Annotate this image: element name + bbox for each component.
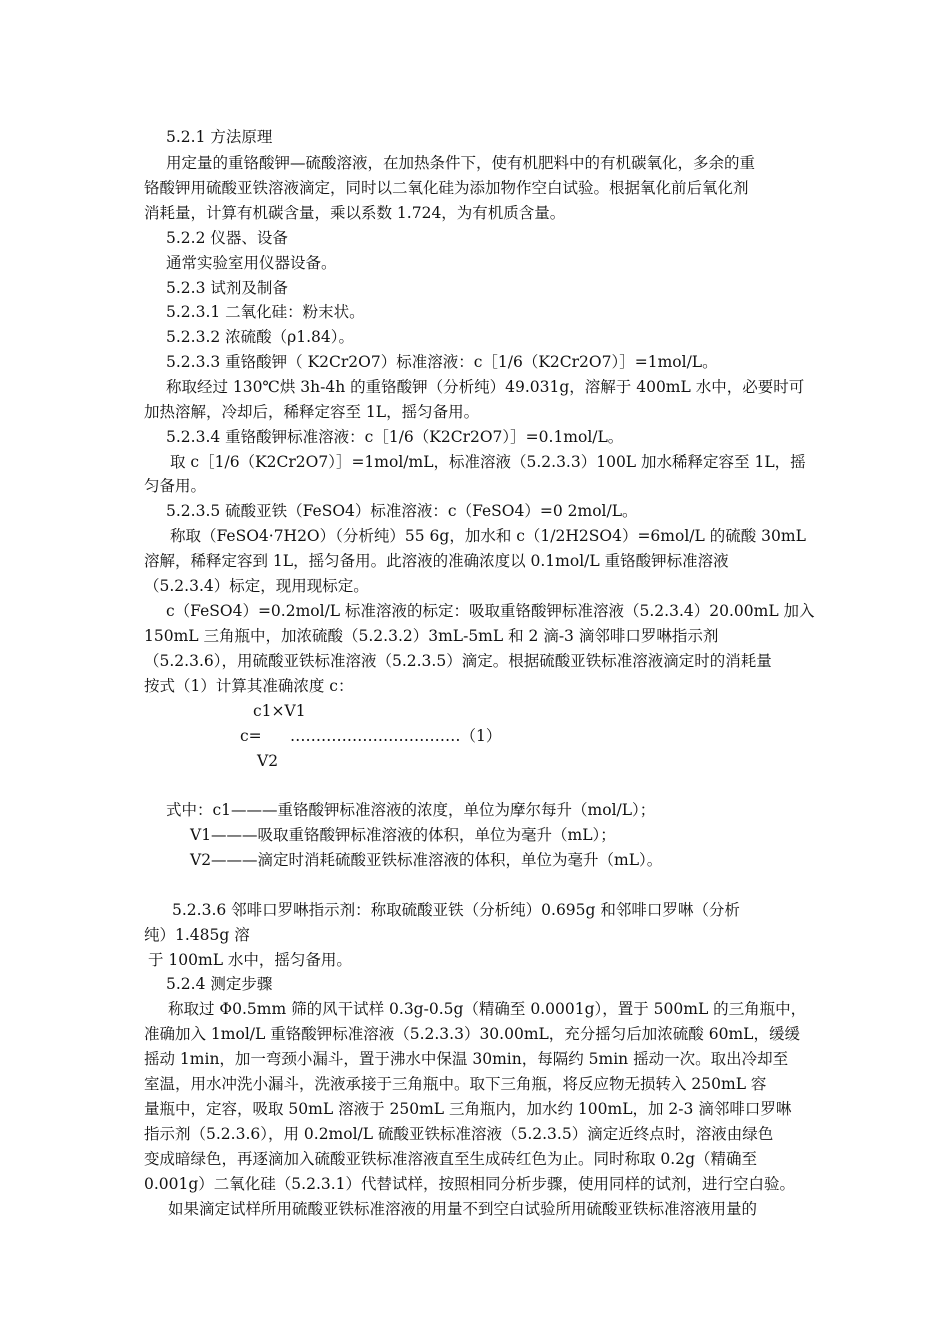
paragraph-line: 纯）1.485g 溶	[144, 926, 250, 944]
paragraph-line: 指示剂（5.2.3.6），用 0.2mol/L 硫酸亚铁标准溶液（5.2.3.5）滴定近终点时，溶液由绿色	[144, 1125, 774, 1143]
where-v2: V2———滴定时消耗硫酸亚铁标准溶液的体积，单位为毫升（mL）。	[190, 851, 663, 869]
paragraph-line: 按式（1）计算其准确浓度 c：	[144, 677, 354, 695]
formula-numerator: c1×V1	[253, 702, 306, 720]
paragraph-line: 准确加入 1mol/L 重铬酸钾标准溶液（5.2.3.3）30.00mL，充分摇匀后加浓硫酸 60mL，缓缓	[144, 1025, 800, 1043]
paragraph-line: 称取过 Φ0.5mm 筛的风干试样 0.3g-0.5g（精确至 0.0001g），置于 500mL 的三角瓶中，	[168, 1000, 807, 1018]
paragraph-line: 变成暗绿色，再逐滴加入硫酸亚铁标准溶液直至生成砖红色为止。同时称取 0.2g（精确至	[144, 1150, 758, 1168]
paragraph-line: 溶解，稀释定容到 1L，摇匀备用。此溶液的准确浓度以 0.1mol/L 重铬酸钾标准溶液	[144, 552, 729, 570]
paragraph-line: 铬酸钾用硫酸亚铁溶液滴定，同时以二氧化硅为添加物作空白试验。根据氧化前后氧化剂	[144, 179, 749, 197]
paragraph-line: 匀备用。	[144, 477, 207, 495]
paragraph-line: c（FeSO4）=0.2mol/L 标准溶液的标定：吸取重铬酸钾标准溶液（5.2.3.4）20.00mL 加入	[166, 602, 815, 620]
paragraph-line: （5.2.3.4）标定，现用现标定。	[144, 577, 369, 595]
paragraph-line: 加热溶解，冷却后，稀释定容至 1L，摇匀备用。	[144, 403, 480, 421]
paragraph-line: 通常实验室用仪器设备。	[166, 254, 337, 272]
subsection-5-2-3-3: 5.2.3.3 重铬酸钾（ K2Cr2O7）标准溶液：c［1/6（K2Cr2O7）］=1mol/L。	[166, 353, 718, 371]
subsection-5-2-3-4: 5.2.3.4 重铬酸钾标准溶液：c［1/6（K2Cr2O7）］=0.1mol/L。	[166, 428, 624, 446]
formula-equation-number: ……………………………（1）	[290, 727, 502, 745]
paragraph-line: 称取（FeSO4·7H2O）（分析纯）55 6g，加水和 c（1/2H2SO4）=6mol/L 的硫酸 30mL	[170, 527, 806, 545]
paragraph-line: 用定量的重铬酸钾—硫酸溶液，在加热条件下，使有机肥料中的有机碳氧化，多余的重	[166, 154, 756, 172]
subsection-5-2-3-6: 5.2.3.6 邻啡口罗啉指示剂：称取硫酸亚铁（分析纯）0.695g 和邻啡口罗啉（分析	[172, 901, 740, 919]
formula-denominator: V2	[257, 752, 279, 770]
subsection-5-2-3-2: 5.2.3.2 浓硫酸（ρ1.84）。	[166, 328, 355, 346]
paragraph-line: 消耗量，计算有机碳含量，乘以系数 1.724，为有机质含量。	[144, 204, 566, 222]
formula-lhs: c=	[240, 727, 262, 745]
where-v1: V1———吸取重铬酸钾标准溶液的体积，单位为毫升（mL）；	[190, 826, 616, 844]
paragraph-line: 0.001g）二氧化硅（5.2.3.1）代替试样，按照相同分析步骤，使用同样的试剂，进行空白验。	[144, 1175, 796, 1193]
section-heading-5-2-1: 5.2.1 方法原理	[166, 128, 273, 146]
paragraph-line: 于 100mL 水中，摇匀备用。	[148, 951, 352, 969]
paragraph-line: 取 c［1/6（K2Cr2O7）］=1mol/mL，标准溶液（5.2.3.3）100L 加水稀释定容至 1L，摇	[170, 453, 806, 471]
paragraph-line: （5.2.3.6），用硫酸亚铁标准溶液（5.2.3.5）滴定。根据硫酸亚铁标准溶液滴定时的消耗量	[144, 652, 772, 670]
paragraph-line: 150mL 三角瓶中，加浓硫酸（5.2.3.2）3mL-5mL 和 2 滴-3 滴邻啡口罗啉指示剂	[144, 627, 719, 645]
paragraph-line: 称取经过 130℃烘 3h-4h 的重铬酸钾（分析纯）49.031g，溶解于 400mL 水中，必要时可	[166, 378, 805, 396]
section-heading-5-2-2: 5.2.2 仪器、设备	[166, 229, 288, 247]
paragraph-line: 量瓶中，定容，吸取 50mL 溶液于 250mL 三角瓶内，加水约 100mL，加 2-3 滴邻啡口罗啉	[144, 1100, 792, 1118]
section-heading-5-2-4: 5.2.4 测定步骤	[166, 975, 273, 993]
section-heading-5-2-3: 5.2.3 试剂及制备	[166, 279, 288, 297]
where-c1: 式中：c1———重铬酸钾标准溶液的浓度，单位为摩尔每升（mol/L）；	[166, 801, 656, 819]
paragraph-line: 如果滴定试样所用硫酸亚铁标准溶液的用量不到空白试验所用硫酸亚铁标准溶液用量的	[168, 1200, 758, 1218]
paragraph-line: 室温，用水冲洗小漏斗，洗液承接于三角瓶中。取下三角瓶，将反应物无损转入 250mL 容	[144, 1075, 767, 1093]
subsection-5-2-3-5: 5.2.3.5 硫酸亚铁（FeSO4）标准溶液：c（FeSO4）=0 2mol/L。	[166, 502, 638, 520]
paragraph-line: 摇动 1min，加一弯颈小漏斗，置于沸水中保温 30min，每隔约 5min 摇动一次。取出冷却至	[144, 1050, 789, 1068]
subsection-5-2-3-1: 5.2.3.1 二氧化硅：粉末状。	[166, 303, 365, 321]
